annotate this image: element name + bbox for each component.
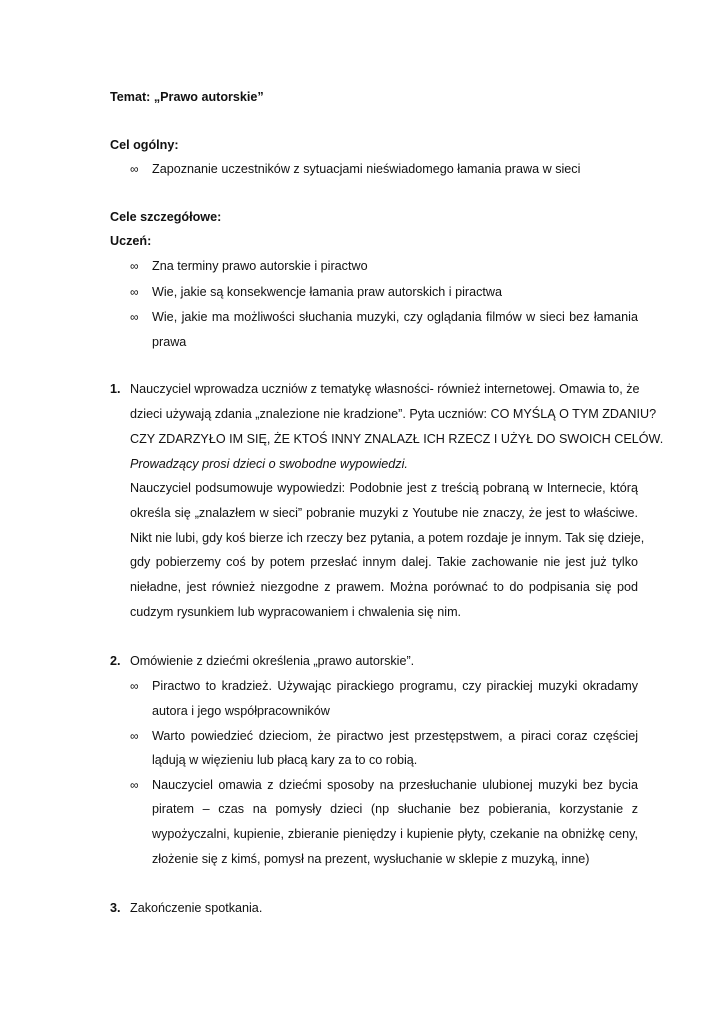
infinity-bullet-icon: ∞ [130, 259, 139, 273]
step-1-line: Nauczyciel wprowadza uczniów z tematykę własności- również internetowej. Omawia to, że [130, 382, 640, 396]
step-2-bullet [0, 778, 724, 796]
step-1-instruction: Prowadzący prosi dzieci o swobodne wypowiedzi. [130, 457, 408, 471]
step-1-line: dzieci używają zdania „znalezione nie kradzione”. Pyta uczniów: CO MYŚLĄ O TYM ZDANIU? [130, 407, 657, 421]
infinity-bullet-icon: ∞ [130, 162, 139, 176]
infinity-bullet-icon: ∞ [130, 729, 139, 743]
general-goal-text: Zapoznanie uczestników z sytuacjami nieświadomego łamania prawa w sieci [152, 162, 581, 176]
general-goal-heading: Cel ogólny: [110, 138, 179, 152]
general-goal-item [0, 162, 724, 180]
step-1-line: CZY ZDARZYŁO IM SIĘ, ŻE KTOŚ INNY ZNALAZŁ ICH RZECZ I UŻYŁ DO SWOICH CELÓW. [130, 432, 664, 446]
specific-goal-item [0, 285, 724, 303]
infinity-bullet-icon: ∞ [130, 310, 139, 324]
step-3-text: Zakończenie spotkania. [130, 901, 263, 915]
step-2-bullet-line: Piractwo to kradzież. Używając pirackiego programu, czy pirackiej muzyki okradamy [152, 679, 638, 693]
step-number: 1. [110, 382, 121, 396]
step-2-bullet [0, 729, 724, 747]
specific-goal-item [0, 259, 724, 277]
step-2-intro: Omówienie z dziećmi określenia „prawo autorskie”. [130, 654, 415, 668]
infinity-bullet-icon: ∞ [130, 778, 139, 792]
step-1-line: nieładne, jest również niezgodne z prawem. Można porównać to do podpisania się pod [130, 580, 638, 594]
step-2-bullet-line: złożenie się z kimś, pomysł na prezent, wysłuchanie w sklepie z muzyką, inne) [152, 852, 590, 866]
step-number: 3. [110, 901, 121, 915]
infinity-bullet-icon: ∞ [130, 285, 139, 299]
specific-goal-text: Wie, jakie ma możliwości słuchania muzyki, czy oglądania filmów w sieci bez łamania [152, 310, 638, 324]
document-title: Temat: „Prawo autorskie” [110, 90, 264, 104]
step-2-bullet-line: autora i jego współpracowników [152, 704, 330, 718]
specific-goal-text-continued: prawa [152, 335, 187, 349]
step-2-bullet-line: piratem – czas na pomysły dzieci (np słuchanie bez pobierania, korzystanie z [152, 802, 638, 816]
step-1-line: gdy pobierzemy coś by potem przesłać innym dalej. Takie zachowanie nie jest już tylko [130, 555, 638, 569]
specific-goal-text: Zna terminy prawo autorskie i piractwo [152, 259, 368, 273]
step-2-bullet-line: Warto powiedzieć dzieciom, że piractwo jest przestępstwem, a piraci coraz częściej [152, 729, 638, 743]
infinity-bullet-icon: ∞ [130, 679, 139, 693]
specific-goal-text: Wie, jakie są konsekwencje łamania praw autorskich i piractwa [152, 285, 502, 299]
step-1-line: Nikt nie lubi, gdy koś bierze ich rzeczy bez pytania, a potem rozdaje je innym. Tak się dzieje, [130, 531, 645, 545]
specific-goals-subheading: Uczeń: [110, 234, 152, 248]
step-number: 2. [110, 654, 121, 668]
specific-goal-item [0, 310, 724, 328]
step-1-line: cudzym rysunkiem lub wypracowaniem i chwalenia się nim. [130, 605, 462, 619]
step-2-bullet-line: lądują w więzieniu lub płacą kary za to co robią. [152, 753, 418, 767]
step-1-line: określa się „znalazłem w sieci” pobranie muzyki z Youtube nie znaczy, że jest to właściwe. [130, 506, 638, 520]
step-2-bullet-line: wypożyczalni, kupienie, zbieranie pieniędzy i kupienie płyty, czekanie na obniżkę ceny, [152, 827, 638, 841]
step-1-line: Nauczyciel podsumowuje wypowiedzi: Podobnie jest z treścią pobraną w Internecie, którą [130, 481, 638, 495]
step-2-bullet-line: Nauczyciel omawia z dziećmi sposoby na przesłuchanie ulubionej muzyki bez bycia [152, 778, 638, 792]
specific-goals-heading: Cele szczegółowe: [110, 210, 222, 224]
step-2-bullet [0, 679, 724, 697]
